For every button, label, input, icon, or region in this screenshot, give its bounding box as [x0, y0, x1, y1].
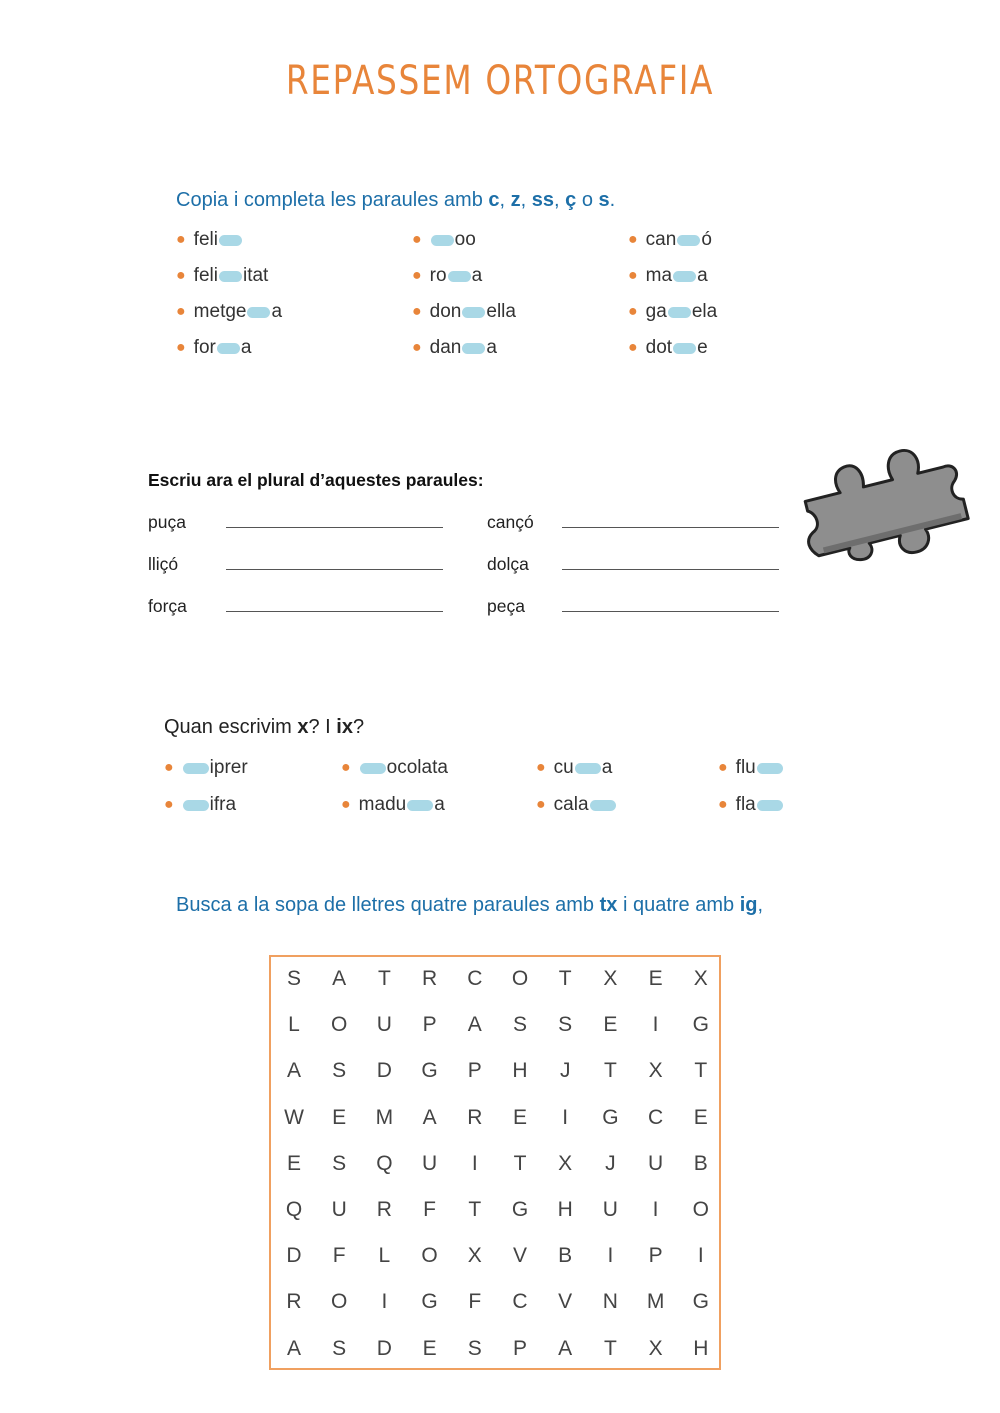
grid-letter[interactable]: N	[602, 1290, 618, 1314]
grid-letter[interactable]: J	[559, 1059, 571, 1083]
grid-letter[interactable]: H	[557, 1198, 573, 1221]
grid-letter[interactable]: W	[284, 1105, 304, 1129]
plural-heading: Escriu ara el plural d’aquestes paraules:	[148, 470, 484, 490]
heading-text: Quan escrivim	[164, 716, 298, 738]
grid-letter[interactable]: I	[381, 1290, 388, 1314]
grid-letter[interactable]: T	[558, 967, 572, 990]
fill-blank[interactable]	[247, 307, 270, 318]
grid-letter[interactable]: S	[332, 1151, 347, 1175]
word-start: ma	[645, 265, 673, 286]
word-start: feli	[193, 229, 218, 250]
plural-word: dolça	[487, 554, 529, 574]
grid-letter[interactable]: O	[692, 1198, 709, 1221]
bullet-icon: ●	[164, 759, 174, 776]
grid-letter[interactable]: P	[648, 1244, 663, 1268]
word-end: ifra	[209, 794, 237, 815]
word-start: dot	[645, 337, 673, 358]
word-start: don	[429, 301, 462, 322]
grid-letter[interactable]: G	[421, 1290, 438, 1314]
completion-item	[412, 336, 497, 360]
instruction-text: ,	[757, 894, 764, 916]
grid-letter[interactable]: U	[376, 1013, 392, 1037]
word-start: madu	[358, 794, 407, 815]
word-end: a	[471, 265, 483, 286]
grid-letter[interactable]: L	[378, 1244, 391, 1268]
grid-letter[interactable]: B	[693, 1151, 708, 1175]
grid-letter[interactable]: Q	[376, 1151, 393, 1175]
bullet-icon: ●	[412, 303, 422, 320]
bullet-icon: ●	[628, 339, 638, 356]
letter-c: c	[488, 189, 500, 211]
grid-letter[interactable]: U	[422, 1151, 438, 1175]
word-start: ga	[645, 301, 667, 322]
plural-word: cançó	[487, 512, 534, 532]
grid-letter[interactable]: A	[332, 967, 347, 990]
completion-item	[412, 300, 516, 324]
word-start: cala	[553, 794, 589, 815]
grid-letter[interactable]: T	[603, 1336, 617, 1360]
plural-answer-line[interactable]	[226, 611, 443, 612]
grid-letter[interactable]: S	[332, 1059, 347, 1083]
grid-letter[interactable]: M	[646, 1290, 665, 1314]
grid-letter[interactable]: A	[558, 1336, 573, 1360]
grid-letter[interactable]: E	[603, 1013, 618, 1037]
grid-letter[interactable]: I	[471, 1151, 478, 1175]
completion-item	[176, 336, 251, 360]
fill-blank[interactable]	[673, 343, 696, 354]
grid-letter[interactable]: I	[562, 1105, 569, 1129]
separator: ,	[554, 189, 566, 211]
grid-letter[interactable]: X	[648, 1336, 663, 1360]
bullet-icon: ●	[536, 759, 546, 776]
heading-text: ?	[352, 716, 365, 738]
grid-letter[interactable]: V	[512, 1244, 527, 1268]
fill-blank[interactable]	[677, 235, 700, 246]
grid-letter[interactable]: P	[512, 1336, 527, 1360]
grid-letter[interactable]: I	[652, 1013, 659, 1037]
bullet-icon: ●	[341, 759, 351, 776]
word-start: dan	[429, 337, 462, 358]
word-end: a	[434, 794, 445, 815]
bullet-icon: ●	[718, 759, 728, 776]
grid-letter[interactable]: V	[558, 1290, 573, 1314]
bullet-icon: ●	[628, 267, 638, 284]
grid-letter[interactable]: T	[377, 967, 391, 990]
bullet-icon: ●	[628, 303, 638, 320]
puzzle-piece-icon	[785, 436, 970, 564]
word-start: flu	[735, 757, 756, 778]
fill-blank[interactable]	[217, 343, 240, 354]
word-start: fla	[735, 794, 756, 815]
word-end: ó	[701, 229, 712, 250]
grid-letter[interactable]: P	[422, 1013, 437, 1037]
grid-letter[interactable]: G	[692, 1290, 709, 1314]
grid-letter[interactable]: S	[286, 967, 301, 990]
fill-blank[interactable]	[219, 235, 242, 246]
word-end: ocolata	[386, 757, 448, 778]
plural-word: força	[148, 596, 187, 616]
completion-item	[412, 264, 482, 288]
completion-item	[176, 228, 243, 252]
plural-answer-line[interactable]	[226, 527, 443, 528]
completion-item	[628, 300, 717, 324]
grid-letter[interactable]: X	[603, 967, 618, 990]
word-end: iprer	[209, 757, 248, 778]
x-ix-item	[164, 793, 236, 817]
bullet-icon: ●	[412, 231, 422, 248]
grid-letter[interactable]: E	[512, 1105, 527, 1129]
x-ix-item	[341, 793, 445, 817]
word-end: a	[271, 301, 283, 322]
fill-blank[interactable]	[673, 271, 696, 282]
bullet-icon: ●	[628, 231, 638, 248]
word-end: a	[486, 337, 497, 358]
grid-letter[interactable]: E	[693, 1105, 708, 1129]
grid-letter[interactable]: A	[286, 1336, 301, 1360]
grid-letter[interactable]: G	[602, 1105, 619, 1129]
separator: .	[609, 189, 616, 211]
separator: ,	[520, 189, 532, 211]
grid-letter[interactable]: T	[603, 1059, 617, 1083]
fill-blank[interactable]	[668, 307, 691, 318]
grid-letter[interactable]: A	[286, 1059, 301, 1083]
word-start: cu	[553, 757, 574, 778]
grid-letter[interactable]: C	[467, 967, 483, 990]
separator: ,	[499, 189, 511, 211]
grid-letter[interactable]: G	[511, 1198, 529, 1221]
bullet-icon: ●	[412, 339, 422, 356]
page-title: REPASSEM ORTOGRAFIA	[285, 58, 715, 104]
word-end: ela	[691, 301, 718, 322]
word-start: can	[645, 229, 677, 250]
letter-z: z	[510, 189, 521, 211]
grid-letter[interactable]: X	[467, 1244, 482, 1268]
grid-letter[interactable]: C	[648, 1105, 664, 1129]
letter-s: s	[598, 189, 610, 211]
plural-word: lliçó	[148, 554, 179, 574]
bullet-icon: ●	[536, 796, 546, 813]
bullet-icon: ●	[412, 267, 422, 284]
word-end: a	[601, 757, 613, 778]
grid-letter[interactable]: S	[467, 1336, 482, 1360]
grid-letter[interactable]: X	[558, 1151, 573, 1175]
x-ix-item	[164, 756, 248, 780]
grid-letter[interactable]: Q	[285, 1198, 303, 1221]
bullet-icon: ●	[164, 796, 174, 813]
completion-item	[176, 264, 268, 288]
completion-item	[628, 228, 712, 252]
grid-letter[interactable]: J	[605, 1151, 616, 1175]
bullet-icon: ●	[341, 796, 351, 813]
word-start: ro	[429, 265, 447, 286]
fill-blank[interactable]	[462, 307, 485, 318]
x-ix-item	[718, 793, 784, 817]
letter-ss: ss	[531, 189, 555, 211]
grid-letter[interactable]: X	[648, 1059, 663, 1083]
x-ix-item	[536, 793, 617, 817]
x-ix-heading	[164, 716, 364, 739]
completion-item	[176, 300, 282, 324]
grid-letter[interactable]: G	[692, 1013, 709, 1037]
word-start: metge	[193, 301, 247, 322]
word-end: e	[697, 337, 708, 358]
grid-letter[interactable]: H	[512, 1059, 528, 1083]
letter-c-cedilla: ç	[565, 189, 577, 211]
grid-letter[interactable]: O	[511, 967, 529, 990]
grid-letter[interactable]: E	[286, 1151, 301, 1175]
plural-answer-line[interactable]	[562, 611, 779, 612]
grid-letter[interactable]: R	[422, 967, 438, 990]
fill-blank[interactable]	[575, 763, 601, 774]
grid-letter[interactable]: T	[513, 1151, 527, 1175]
fill-blank[interactable]	[462, 343, 485, 354]
instruction-text: i quatre amb	[617, 894, 740, 916]
grid-letter[interactable]: F	[332, 1244, 346, 1268]
fill-blank[interactable]	[219, 271, 242, 282]
letter-tx: tx	[599, 894, 618, 916]
bullet-icon: ●	[176, 339, 186, 356]
separator: o	[576, 189, 599, 211]
completion-item	[628, 264, 708, 288]
grid-letter[interactable]: U	[648, 1151, 664, 1175]
word-end: oo	[454, 229, 476, 250]
word-search-instruction	[176, 894, 763, 917]
plural-answer-line[interactable]	[226, 569, 443, 570]
grid-letter[interactable]: X	[693, 967, 708, 990]
x-ix-item	[341, 756, 448, 780]
word-end: a	[697, 265, 708, 286]
word-start: feli	[193, 265, 218, 286]
grid-letter[interactable]: I	[607, 1244, 614, 1268]
fill-blank[interactable]	[448, 271, 471, 282]
grid-letter[interactable]: E	[332, 1105, 347, 1129]
grid-letter[interactable]: G	[421, 1059, 438, 1083]
bullet-icon: ●	[176, 303, 186, 320]
grid-letter[interactable]: S	[512, 1013, 527, 1037]
grid-letter[interactable]: R	[467, 1105, 483, 1129]
word-end: ella	[486, 301, 516, 322]
grid-letter[interactable]: E	[422, 1336, 437, 1360]
fill-blank[interactable]	[431, 235, 454, 246]
letter-ix: ix	[336, 716, 353, 738]
fill-blank[interactable]	[360, 763, 386, 774]
grid-letter[interactable]: O	[421, 1244, 438, 1268]
completion-item	[628, 336, 708, 360]
fill-blank[interactable]	[183, 763, 209, 774]
fill-blank[interactable]	[757, 800, 783, 811]
grid-letter[interactable]: T	[468, 1198, 482, 1221]
plural-word: peça	[487, 596, 525, 616]
fill-blank[interactable]	[407, 800, 433, 811]
x-ix-item	[536, 756, 612, 780]
instruction-text: Copia i completa les paraules amb	[176, 189, 489, 211]
grid-letter[interactable]: D	[286, 1244, 302, 1268]
plural-answer-line[interactable]	[562, 569, 779, 570]
grid-letter[interactable]: B	[558, 1244, 573, 1268]
word-end: a	[240, 337, 252, 358]
grid-letter[interactable]: U	[602, 1198, 618, 1221]
grid-letter[interactable]: A	[422, 1105, 437, 1129]
heading-text: ? I	[308, 716, 337, 738]
letter-ig: ig	[739, 894, 758, 916]
word-start: for	[193, 337, 216, 358]
grid-letter[interactable]: C	[512, 1290, 528, 1314]
bullet-icon: ●	[718, 796, 728, 813]
fill-blank[interactable]	[590, 800, 616, 811]
grid-letter[interactable]: O	[331, 1290, 348, 1314]
completion-item	[412, 228, 476, 252]
bullet-icon: ●	[176, 267, 186, 284]
grid-letter[interactable]: D	[376, 1336, 392, 1360]
section1-instruction	[176, 189, 615, 212]
grid-letter[interactable]: O	[331, 1013, 348, 1037]
grid-letter[interactable]: P	[467, 1059, 482, 1083]
x-ix-item	[718, 756, 784, 780]
fill-blank[interactable]	[183, 800, 209, 811]
plural-word: puça	[148, 512, 186, 532]
grid-letter[interactable]: A	[467, 1013, 482, 1037]
letter-x: x	[297, 716, 309, 738]
word-search-grid	[269, 955, 721, 1370]
grid-letter[interactable]: S	[332, 1336, 347, 1360]
grid-letter[interactable]: M	[375, 1105, 394, 1129]
plural-answer-line[interactable]	[562, 527, 779, 528]
fill-blank[interactable]	[757, 763, 783, 774]
bullet-icon: ●	[176, 231, 186, 248]
grid-letter[interactable]: R	[376, 1198, 392, 1221]
grid-letter[interactable]: I	[652, 1198, 659, 1221]
grid-letter[interactable]: R	[286, 1290, 302, 1314]
grid-letter[interactable]: E	[648, 967, 663, 990]
grid-letter[interactable]: S	[558, 1013, 573, 1037]
grid-letter[interactable]: U	[331, 1198, 347, 1221]
grid-letter[interactable]: F	[423, 1198, 436, 1221]
instruction-text: Busca a la sopa de lletres quatre paraules amb	[176, 894, 600, 916]
grid-letter[interactable]: H	[693, 1336, 709, 1360]
word-end: itat	[242, 265, 269, 286]
grid-letter[interactable]: L	[288, 1013, 300, 1037]
grid-letter[interactable]: D	[376, 1059, 392, 1083]
grid-letter[interactable]: I	[697, 1244, 704, 1268]
grid-letter[interactable]: T	[694, 1059, 708, 1083]
grid-letter[interactable]: F	[468, 1290, 482, 1314]
